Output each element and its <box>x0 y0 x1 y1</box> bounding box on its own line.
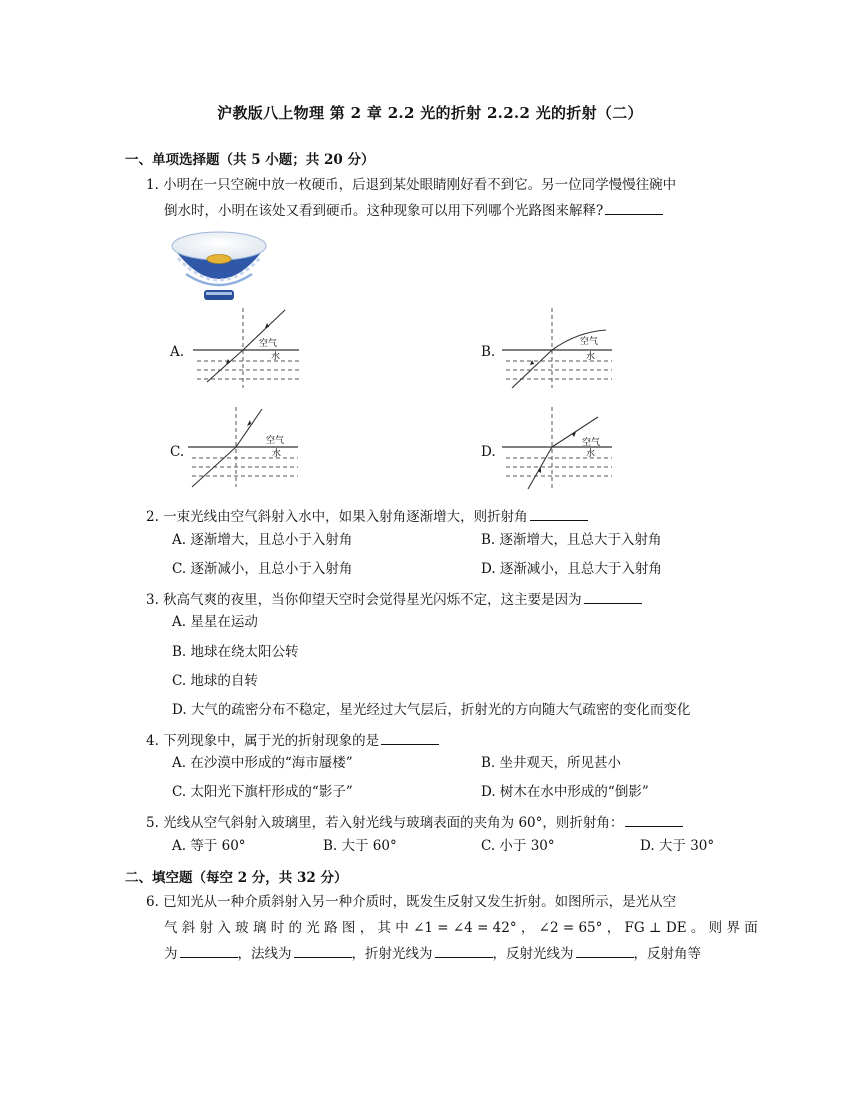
q3-option-a[interactable]: A. 星星在运动 <box>172 614 258 630</box>
q2-stem: 2. 一束光线由空气斜射入水中，如果入射角逐渐增大，则折射角 <box>146 506 588 527</box>
answer-blank[interactable] <box>435 943 493 958</box>
answer-blank[interactable] <box>584 589 642 604</box>
q6-stem-line3: 为 ，法线为 ，折射光线为 ，反射光线为 ，反射角等 <box>164 943 701 964</box>
svg-text:水: 水 <box>586 449 596 459</box>
svg-text:水: 水 <box>272 449 282 459</box>
q1-stem-line2: 倒水时，小明在该处又看到硬币。这种现象可以用下列哪个光路图来解释? <box>164 200 663 221</box>
q5-option-d[interactable]: D. 大于 30° <box>640 838 715 854</box>
q5-option-c[interactable]: C. 小于 30° <box>481 838 555 854</box>
q1-option-a-label[interactable]: A. <box>170 344 185 360</box>
svg-text:空气: 空气 <box>266 436 285 446</box>
answer-blank[interactable] <box>576 943 634 958</box>
q4-option-b[interactable]: B. 坐井观天，所见甚小 <box>481 755 622 771</box>
answer-blank[interactable] <box>294 943 352 958</box>
q2-option-b[interactable]: B. 逐渐增大，且总大于入射角 <box>481 532 662 548</box>
bowl-with-coin-image <box>168 226 270 306</box>
q4-option-a[interactable]: A. 在沙漠中形成的“海市蜃楼” <box>172 755 353 771</box>
q3-stem: 3. 秋高气爽的夜里，当你仰望天空时会觉得星光闪烁不定，这主要是因为 <box>146 589 642 610</box>
q1-option-d-diagram[interactable] <box>502 405 612 491</box>
svg-text:空气: 空气 <box>580 337 599 347</box>
q6-stem-line1: 6. 已知光从一种介质斜射入另一种介质时，既发生反射又发生折射。如图所示，是光从空 <box>146 894 677 910</box>
page-title: 沪教版八上物理 第 2 章 2.2 光的折射 2.2.2 光的折射（二） <box>217 104 643 122</box>
answer-blank[interactable] <box>605 200 663 215</box>
q1-option-b-label[interactable]: B. <box>481 344 496 360</box>
q4-option-c[interactable]: C. 太阳光下旗杆形成的“影子” <box>172 784 353 800</box>
answer-blank[interactable] <box>530 506 588 521</box>
q4-option-d[interactable]: D. 树木在水中形成的“倒影” <box>481 784 649 800</box>
q3-option-c[interactable]: C. 地球的自转 <box>172 673 258 689</box>
q5-option-a[interactable]: A. 等于 60° <box>172 838 246 854</box>
section-heading-fill: 二、填空题（每空 2 分，共 32 分） <box>125 870 348 886</box>
answer-blank[interactable] <box>180 943 238 958</box>
q2-option-a[interactable]: A. 逐渐增大，且总小于入射角 <box>172 532 353 548</box>
svg-text:水: 水 <box>586 352 596 362</box>
q3-option-b[interactable]: B. 地球在绕太阳公转 <box>172 644 299 660</box>
q5-option-b[interactable]: B. 大于 60° <box>323 838 397 854</box>
answer-blank[interactable] <box>381 730 439 745</box>
q1-option-c-diagram[interactable] <box>188 405 298 489</box>
q2-option-c[interactable]: C. 逐渐减小，且总小于入射角 <box>172 561 353 577</box>
q2-option-d[interactable]: D. 逐渐减小，且总大于入射角 <box>481 561 662 577</box>
q3-option-d[interactable]: D. 大气的疏密分布不稳定，星光经过大气层后，折射光的方向随大气疏密的变化而变化 <box>172 702 691 718</box>
svg-text:水: 水 <box>271 352 281 362</box>
q1-stem-line1: 1. 小明在一只空碗中放一枚硬币，后退到某处眼睛刚好看不到它。另一位同学慢慢往碗中 <box>146 177 677 193</box>
q5-stem: 5. 光线从空气斜射入玻璃里，若入射光线与玻璃表面的夹角为 60°，则折射角： <box>146 812 683 833</box>
svg-text:空气: 空气 <box>259 339 278 349</box>
section-heading-choice: 一、单项选择题（共 5 小题；共 20 分） <box>125 152 375 168</box>
answer-blank[interactable] <box>625 812 683 827</box>
q1-option-b-diagram[interactable] <box>502 306 612 390</box>
q4-stem: 4. 下列现象中，属于光的折射现象的是 <box>146 730 439 751</box>
svg-text:空气: 空气 <box>582 438 601 448</box>
q6-stem-line2: 气 斜 射 入 玻 璃 时 的 光 路 图 ， 其 中 ∠1 = ∠4 = 42° ， ∠2 = 65° ， FG ⊥ DE 。 则 界 面 <box>164 920 758 936</box>
q1-option-a-diagram[interactable] <box>193 306 299 390</box>
q1-option-d-label[interactable]: D. <box>481 444 496 460</box>
q1-option-c-label[interactable]: C. <box>170 444 185 460</box>
